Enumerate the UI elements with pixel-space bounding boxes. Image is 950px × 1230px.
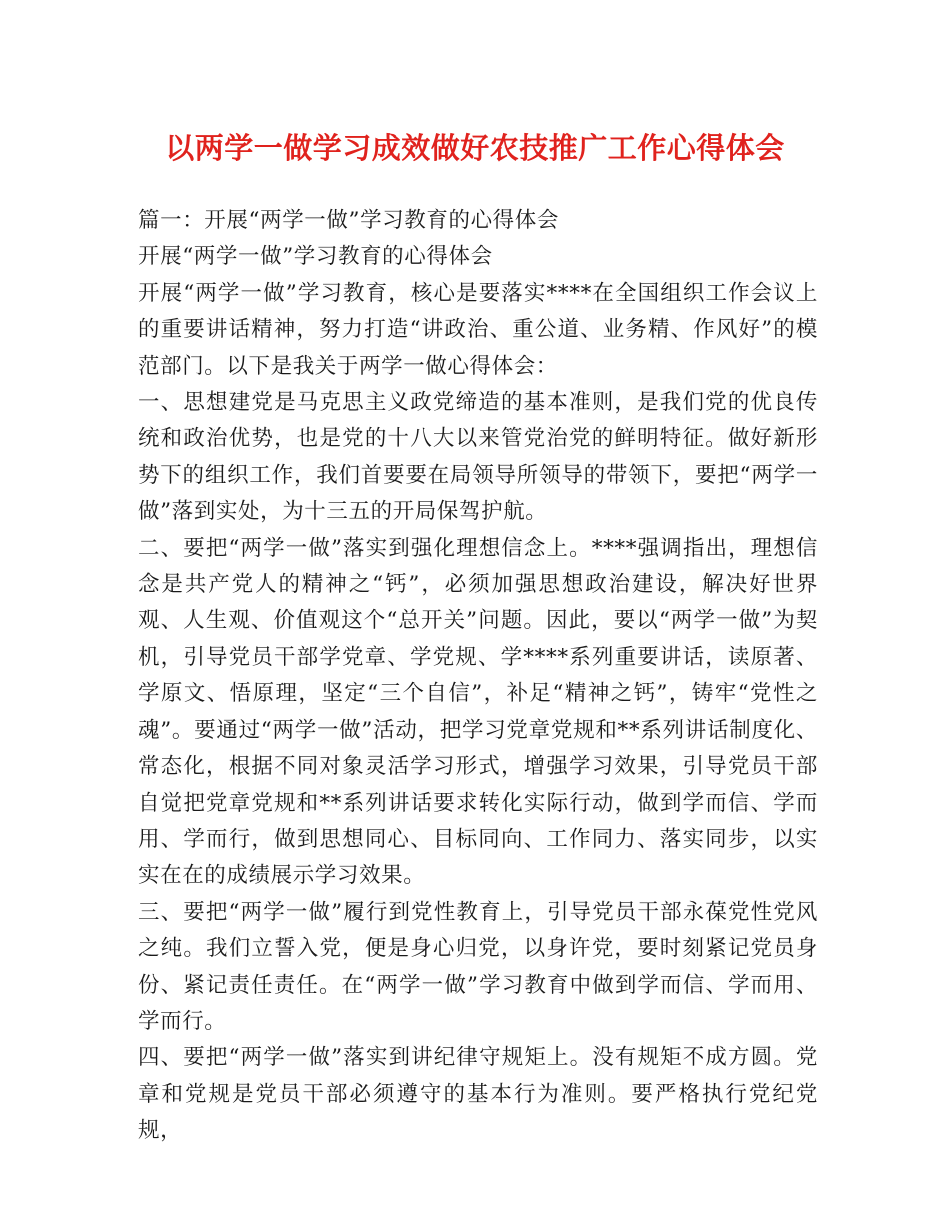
paragraph: 三、要把“两学一做”履行到党性教育上，引导党员干部永葆党性党风之纯。我们立誓入党，便是身心归党，以身许党，要时刻紧记党员身份、紧记责任责任。在“两学一做”学习教育中做到学而信、学而用、学而行。 bbox=[138, 899, 818, 1034]
paragraph: 四、要把“两学一做”落实到讲纪律守规矩上。没有规矩不成方圆。党章和党规是党员干部必须遵守的基本行为准则。要严格执行党纪党规， bbox=[138, 1045, 818, 1144]
document-title: 以两学一做学习成效做好农技推广工作心得体会 bbox=[165, 131, 785, 165]
paragraph: 二、要把“两学一做”落实到强化理想信念上。****强调指出，理想信念是共产党人的精神之“钙”，必须加强思想政治建设，解决好世界观、人生观、价值观这个“总开关”问题。因此，要以“两学一做”为契机，引导党员干部学党章、学党规、学****系列重要讲话，读原著、学原文、悟原理，坚定“三个自信”，补足“精神之钙”，铸牢“党性之魂”。要通过“两学一做”活动，把学习党章党规和**系列讲话制度化、常态化，根据不同对象灵活学习形式，增强学习效果，引导党员干部自觉把党章党规和**系列讲话要求转化实际行动，做到学而信、学而用、学而行，做到思想同心、目标同向、工作同力、落实同步，以实实在在的成绩展示学习效果。 bbox=[138, 535, 818, 889]
paragraph: 开展“两学一做”学习教育，核心是要落实****在全国组织工作会议上的重要讲话精神，努力打造“讲政治、重公道、业务精、作风好”的模范部门。以下是我关于两学一做心得体会： bbox=[138, 280, 818, 379]
paragraph: 开展“两学一做”学习教育的心得体会 bbox=[138, 244, 493, 270]
paragraph: 篇一：开展“两学一做”学习教育的心得体会 bbox=[138, 208, 559, 233]
paragraph: 一、思想建党是马克思主义政党缔造的基本准则，是我们党的优良传统和政治优势，也是党的十八大以来管党治党的鲜明特征。做好新形势下的组织工作，我们首要要在局领导所领导的带领下，要把“两学一做”落到实处，为十三五的开局保驾护航。 bbox=[138, 390, 818, 525]
document-body bbox=[138, 203, 818, 1150]
